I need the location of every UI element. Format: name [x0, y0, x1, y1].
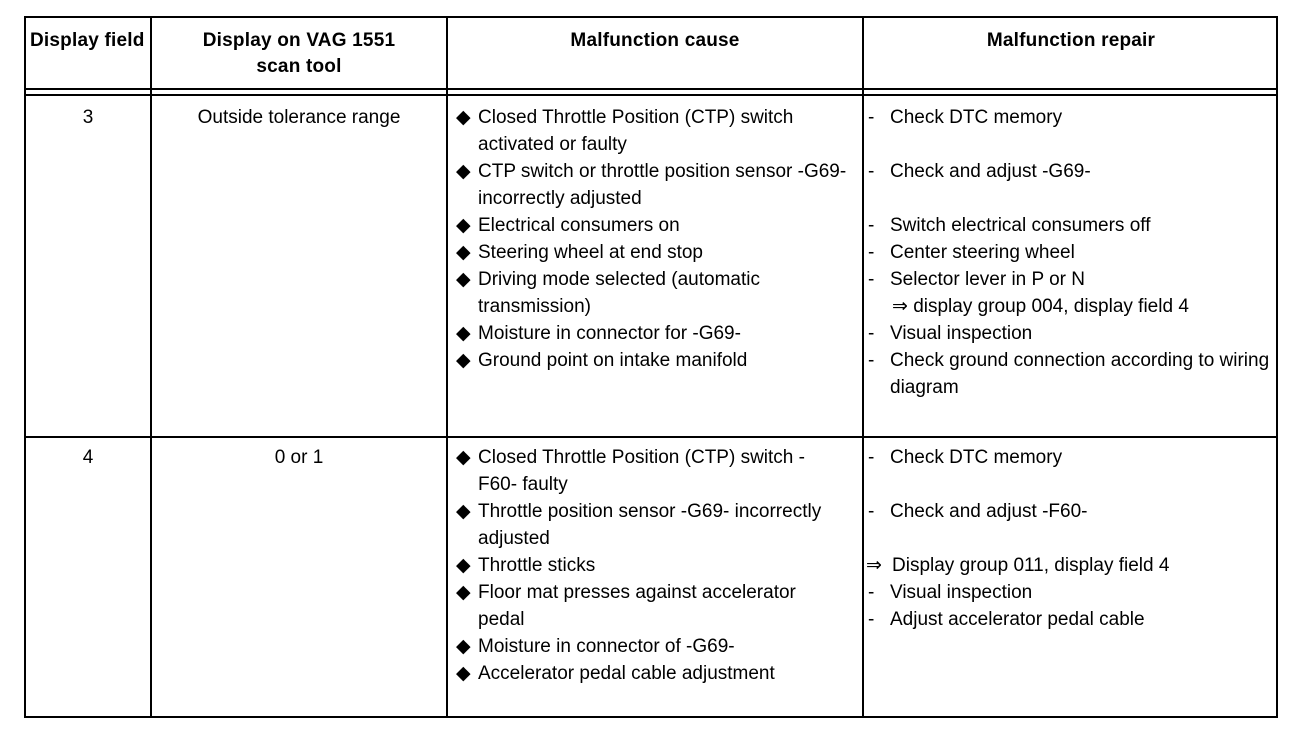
cause-list	[454, 104, 854, 374]
repair-list	[866, 104, 1272, 401]
header-divider	[26, 88, 1276, 90]
list-item: ⇒ Display group 011, display field 4	[866, 552, 1272, 579]
malfunction-table	[24, 16, 1278, 718]
dash-marker: -	[868, 582, 875, 603]
right-double-arrow-icon: ⇒	[866, 555, 882, 576]
list-item: - Check ground connection according to wiring diagram	[866, 347, 1272, 401]
diamond-bullet-icon: ◆	[456, 161, 471, 182]
list-item: ◆ Closed Throttle Position (CTP) switch -F60- faulty	[454, 444, 834, 498]
list-item: ◆ Electrical consumers on	[454, 212, 854, 239]
diamond-bullet-icon: ◆	[456, 242, 471, 263]
header-malfunction-repair: Malfunction repair	[986, 30, 1156, 51]
diamond-bullet-icon: ◆	[456, 663, 471, 684]
dash-marker: -	[868, 242, 875, 263]
header-malfunction-cause: Malfunction cause	[570, 30, 740, 51]
list-item: - Check DTC memory	[866, 104, 1272, 131]
diamond-bullet-icon: ◆	[456, 269, 471, 290]
repair-list	[866, 444, 1272, 633]
list-item: ◆ Accelerator pedal cable adjustment	[454, 660, 834, 687]
right-double-arrow-icon: ⇒	[892, 296, 914, 317]
list-item: ◆ Floor mat presses against accelerator pedal	[454, 579, 834, 633]
list-item: - Adjust accelerator pedal cable	[866, 606, 1272, 633]
list-item: ◆ Moisture in connector for -G69-	[454, 320, 854, 347]
diamond-bullet-icon: ◆	[456, 107, 471, 128]
dash-marker: -	[868, 447, 875, 468]
dash-marker: -	[868, 323, 875, 344]
row-divider	[26, 436, 1276, 438]
diamond-bullet-icon: ◆	[456, 555, 471, 576]
list-item: ◆ Closed Throttle Position (CTP) switch activated or faulty	[454, 104, 854, 158]
cause-list	[454, 444, 834, 687]
list-item: - Center steering wheel	[866, 239, 1272, 266]
dash-marker: -	[868, 609, 875, 630]
dash-marker: -	[868, 269, 875, 290]
dash-marker: -	[868, 350, 875, 371]
list-item: ◆ CTP switch or throttle position sensor -G69- incorrectly adjusted	[454, 158, 854, 212]
dash-marker: -	[868, 215, 875, 236]
diamond-bullet-icon: ◆	[456, 582, 471, 603]
list-item: ◆ Throttle sticks	[454, 552, 834, 579]
list-item: - Check DTC memory	[866, 444, 1272, 471]
diamond-bullet-icon: ◆	[456, 323, 471, 344]
diamond-bullet-icon: ◆	[456, 447, 471, 468]
list-item: - Check and adjust -G69-	[866, 158, 1272, 185]
dash-marker: -	[868, 107, 875, 128]
list-item: ◆ Steering wheel at end stop	[454, 239, 854, 266]
dash-marker: -	[868, 501, 875, 522]
dash-marker: -	[868, 161, 875, 182]
list-item: - Switch electrical consumers off	[866, 212, 1272, 239]
column-divider	[446, 18, 448, 716]
list-item: ◆ Throttle position sensor -G69- incorrectly adjusted	[454, 498, 834, 552]
row-display-field: 4	[82, 447, 94, 468]
list-item: - Visual inspection	[866, 320, 1272, 347]
list-item: ◆ Driving mode selected (automatic transmission)	[454, 266, 854, 320]
list-item: ◆ Ground point on intake manifold	[454, 347, 854, 374]
list-item: ⇒ display group 004, display field 4	[892, 296, 1189, 317]
list-item: - Check and adjust -F60-	[866, 498, 1272, 525]
header-display-on-scan-tool: Display on VAG 1551 scan tool	[202, 30, 396, 77]
diamond-bullet-icon: ◆	[456, 350, 471, 371]
list-item: - Visual inspection	[866, 579, 1272, 606]
diamond-bullet-icon: ◆	[456, 501, 471, 522]
list-item: ◆ Moisture in connector of -G69-	[454, 633, 834, 660]
row-display-field: 3	[82, 107, 94, 128]
diamond-bullet-icon: ◆	[456, 636, 471, 657]
diamond-bullet-icon: ◆	[456, 215, 471, 236]
header-display-field: Display field	[30, 30, 145, 51]
column-divider	[862, 18, 864, 716]
row-display-value: 0 or 1	[274, 447, 324, 468]
header-divider	[26, 94, 1276, 96]
row-display-value: Outside tolerance range	[197, 107, 401, 128]
list-item: - Selector lever in P or N	[866, 266, 1272, 293]
